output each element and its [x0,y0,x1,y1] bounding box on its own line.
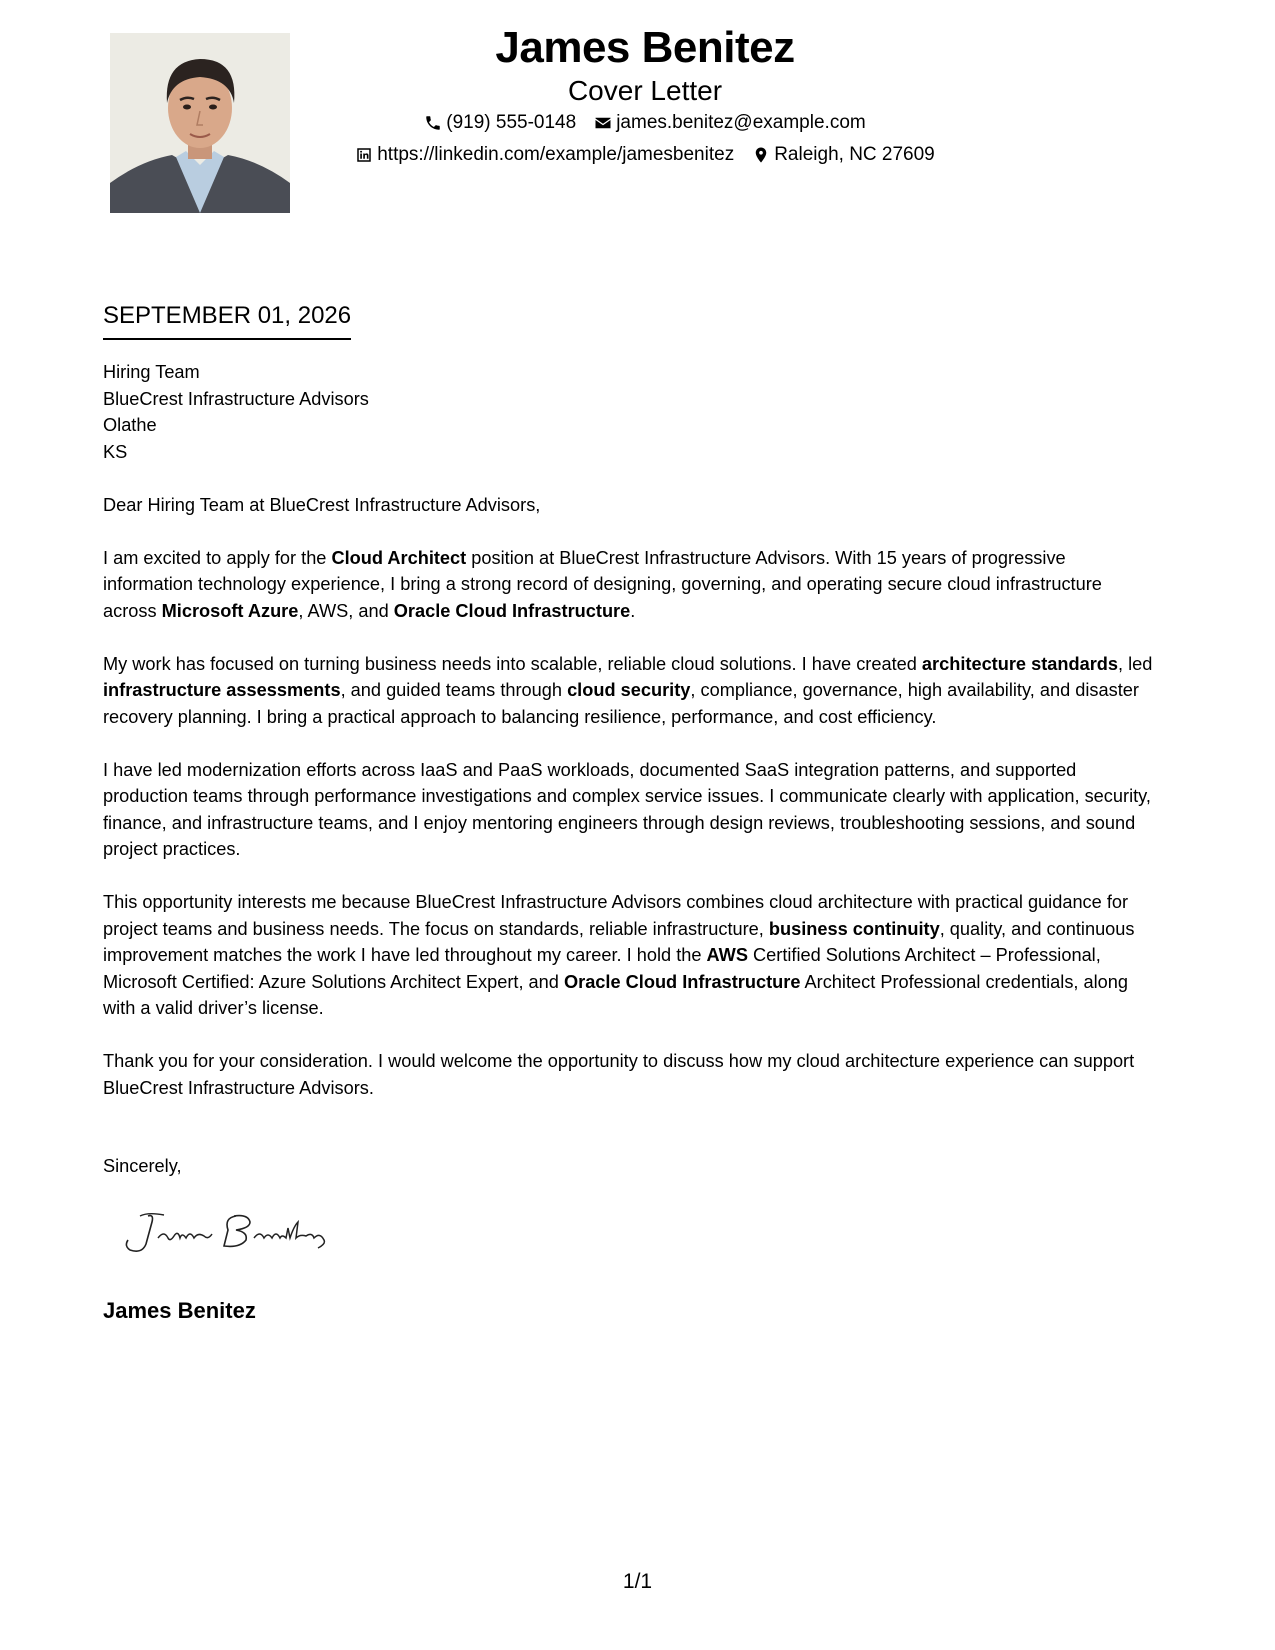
document-subtitle: Cover Letter [567,75,723,106]
phone-icon [424,114,442,132]
email-contact[interactable] [594,111,866,135]
letter-body [103,359,1153,1206]
letter-date: SEPTEMBER 01, 2026 [103,300,351,340]
recipient-line-3: Olathe [103,415,157,435]
linkedin-icon [355,146,373,164]
page-number: 1/1 [622,1570,653,1593]
recipient-address [103,359,1153,465]
paragraph-4: This opportunity interests me because BlueCrest Infrastructure Advisors combines cloud architecture with practical guidance for project teams and business needs. The focus on standards, reliable infrastructure, business continuity, quality, and continuous improvement matches the work I have led throughout my career. I hold the AWS Certified Solutions Architect – Professional, Microsoft Certified: Azure Solutions Architect Expert, and Oracle Cloud Infrastructure Architect Professional credentials, along with a valid driver’s license. [103,892,1135,1018]
contact-line-1 [300,111,990,135]
handwritten-signature [118,1208,348,1258]
recipient-line-1: Hiring Team [103,362,200,382]
linkedin-text: https://linkedin.com/example/jamesbenitez [377,144,735,165]
recipient-line-4: KS [103,441,128,462]
paragraph-2: My work has focused on turning business needs into scalable, reliable cloud solutions. I have created architecture standards, led infrastructure assessments, and guided teams through cloud security, compliance, governance, high availability, and disaster recovery planning. I bring a practical approach to balancing resilience, performance, and cost efficiency. [103,653,1153,727]
paragraph-3: I have led modernization efforts across IaaS and PaaS workloads, documented SaaS integration patterns, and supported production teams through performance investigations and complex service issues. I communicate clearly with application, security, finance, and infrastructure teams, and I enjoy mentoring engineers through design reviews, troubleshooting sessions, and sound project practices. [103,759,1151,859]
signed-name: James Benitez [103,1298,256,1323]
phone-contact [424,111,576,135]
paragraph-1: I am excited to apply for the Cloud Architect position at BlueCrest Infrastructure Advisors. With 15 years of progressive information technology experience, I bring a strong record of designing, governing, and operating secure cloud infrastructure across Microsoft Azure, AWS, and Oracle Cloud Infrastructure. [103,547,1102,621]
envelope-icon [594,114,612,132]
applicant-name: James Benitez [495,23,795,72]
salutation: Dear Hiring Team at BlueCrest Infrastructure Advisors, [103,494,541,515]
contact-line-2 [300,143,990,167]
paragraph-5: Thank you for your consideration. I would welcome the opportunity to discuss how my cloud architecture experience can support BlueCrest Infrastructure Advisors. [103,1051,1135,1098]
profile-photo [110,33,290,213]
email-text: james.benitez@example.com [616,112,866,133]
letter-header [300,22,990,167]
location-contact [752,143,935,167]
map-pin-icon [752,146,770,164]
recipient-line-2: BlueCrest Infrastructure Advisors [103,388,369,409]
location-text: Raleigh, NC 27609 [774,144,935,165]
closing: Sincerely, [103,1156,182,1176]
linkedin-contact[interactable] [355,143,734,167]
phone-text: (919) 555-0148 [446,112,577,133]
